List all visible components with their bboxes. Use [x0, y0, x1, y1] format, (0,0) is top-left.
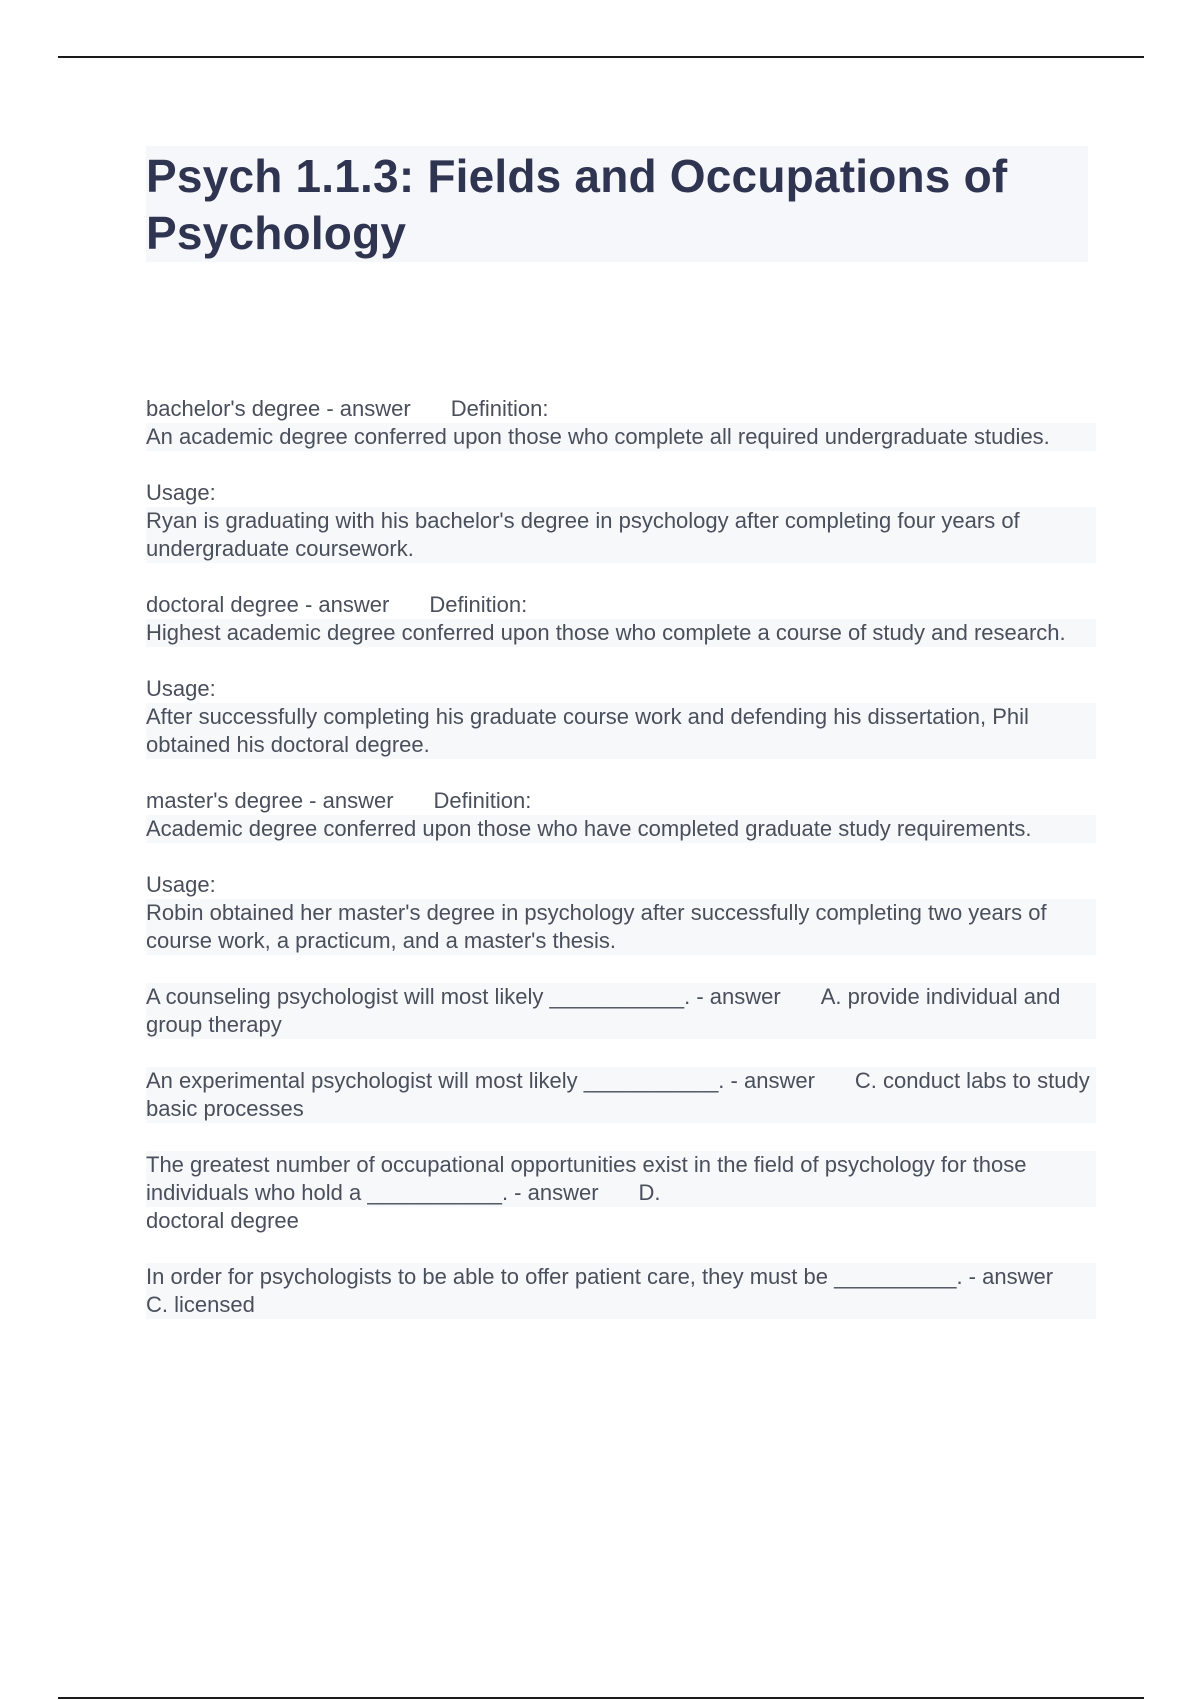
definition-label: Definition: — [433, 788, 532, 813]
question-licensed — [146, 1263, 1096, 1319]
question-counseling — [146, 983, 1096, 1039]
term: doctoral degree - answer — [146, 592, 390, 617]
question-experimental — [146, 1067, 1096, 1123]
question-line — [146, 1067, 1096, 1123]
definition-text: Academic degree conferred upon those who have completed graduate study requirements. — [146, 815, 1096, 843]
usage-bachelors — [146, 479, 1096, 563]
usage-text: After successfully completing his graduate course work and defending his dissertation, Phil obtained his doctoral degree. — [146, 703, 1096, 759]
usage-doctoral — [146, 675, 1096, 759]
question-prompt: An experimental psychologist will most likely ___________. - answer — [146, 1068, 815, 1093]
term-line — [146, 591, 1096, 619]
usage-label: Usage: — [146, 676, 216, 701]
question-answer: C. conduct labs to study basic processes — [146, 1068, 1096, 1121]
definition-label: Definition: — [429, 592, 528, 617]
question-opportunities — [146, 1151, 1096, 1235]
question-prompt: In order for psychologists to be able to offer patient care, they must be __________. - answer — [146, 1264, 1054, 1289]
definition-label: Definition: — [450, 396, 549, 421]
question-line — [146, 983, 1096, 1039]
page-title: Psych 1.1.3: Fields and Occupations of Psychology — [146, 150, 1008, 259]
usage-text: Robin obtained her master's degree in psychology after successfully completing two years of course work, a practicum, and a master's thesis. — [146, 899, 1096, 955]
question-line — [146, 1263, 1096, 1319]
term: master's degree - answer — [146, 788, 394, 813]
question-line — [146, 1151, 1096, 1207]
usage-label: Usage: — [146, 480, 216, 505]
question-answer: D. — [638, 1180, 661, 1205]
question-prompt: The greatest number of occupational opportunities exist in the field of psychology for those individuals who hold a ___________. - answer — [146, 1152, 1033, 1205]
term-line — [146, 787, 1096, 815]
flashcard-content — [146, 395, 1096, 1347]
title-block — [146, 146, 1088, 262]
question-answer: C. licensed — [146, 1292, 255, 1317]
question-prompt: A counseling psychologist will most likely ___________. - answer — [146, 984, 781, 1009]
bottom-rule — [58, 1697, 1144, 1699]
term-line — [146, 395, 1096, 423]
question-answer-continued: doctoral degree — [146, 1208, 299, 1233]
question-answer: A. provide individual and group therapy — [146, 984, 1067, 1037]
usage-masters — [146, 871, 1096, 955]
flashcard-masters — [146, 787, 1096, 843]
top-rule — [58, 56, 1144, 58]
term: bachelor's degree - answer — [146, 396, 411, 421]
flashcard-doctoral — [146, 591, 1096, 647]
usage-text: Ryan is graduating with his bachelor's degree in psychology after completing four years of undergraduate coursework. — [146, 507, 1096, 563]
definition-text: An academic degree conferred upon those who complete all required undergraduate studies. — [146, 423, 1096, 451]
flashcard-bachelors — [146, 395, 1096, 451]
definition-text: Highest academic degree conferred upon those who complete a course of study and research. — [146, 619, 1096, 647]
usage-label: Usage: — [146, 872, 216, 897]
